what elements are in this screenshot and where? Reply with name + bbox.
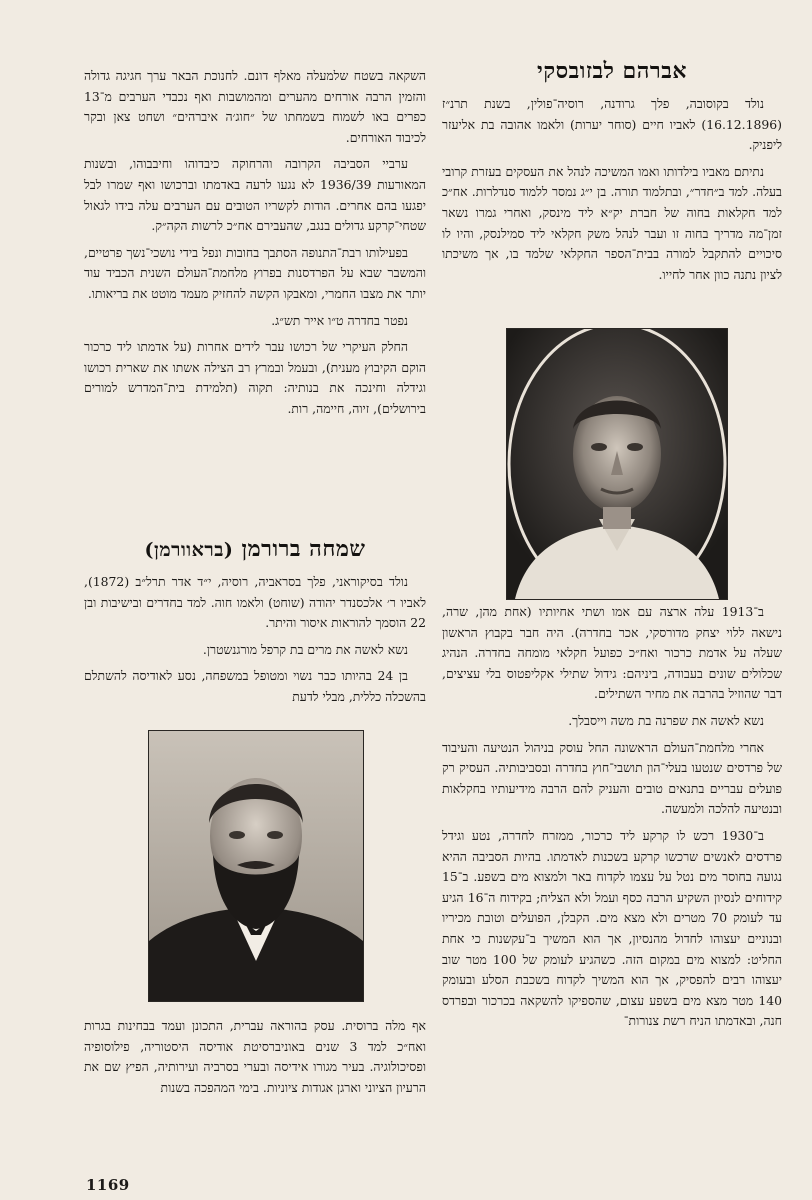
paragraph: ב־1930 רכש לו קרקע ליד כרכור, ממזרח לחדרה, נטע וגידל פרדסים לאנשים שרכשו קרקע בשכנות לאדמתו. בהיות הסביבה ההיא נגועה בחוסר מים נטל על עצמו לקדוח באר ולמצוא מים בשפע. ב־15 קידוחים לנסיון השקיע הרבה כסף ועמל ולא הצליח; בקידוח ה־16 הגיע עד לעומק 70 מטרים ולא מצא מים. הקבלן, הפועלים וטובת מכיריו ובנוניים יעצוהו לחדול מהנסיון, אך הוא המשיך ב־עקשנות כי אחת החליט: למצוא מים במקום הזה. כשהגיע לעומק של 100 מטר שוב יעצוהו רבים להפסיק, אך הוא המשיך לקדוח בשכבת הסלע ובעומק 140 מטר מצא מים בשפע עצום, שהספיקו להשקאה בכרכור ובפרדס חנה, ובאדמתו הניח רשת צנורות־ [442, 827, 782, 1029]
paragraph: נתיתם מאביו בילדותו ואמו המשיכה לנהל את העסקים בעזרת קרובי בעלה. למד ב״חדר״, ובתלמוד תורה. בן י״ג נמסר ללמוד סנדלרות. אח״כ למד חקלאות בחוה של חברת יק״א ליד מינסק, ואחרי גמרו נשאר זמן־מה מדריך בחוה זו ועבר לנהל משק חקלאי ליד סמילנסק, והיו לו סיכויים להתקבל למורה בבית־הספר החקלאי שלמד בו, אך משיכתו לציון נתנה כוון אחר לחייו. [442, 163, 782, 282]
paragraph: ערביי הסביבה הקרובה והרחוקה כיבדוהו וחיבבוהו, ובשנות המאורעות 1936/39 לא נגעו לרעה באדמתו וברכושו ואף שמרו לבל יפגעו בהם אחרים. הודות לקשריו הטובים עם הערבים עלה בידו לגאול שטחי־קרקע גדולים בנגב, שהעבירם אח״כ לרשות הקה״ק. [84, 156, 426, 234]
paragraph: נולד בסיקוראני, פלך בסראביה, רוסיה, י״ד אדר תרל״ב (1872), לאביו ר׳ אלכסנדר יהודה (שוחט) ולאמו חוה. למד בחדרים ובישיבות ובן 22 הוסמך להוראות איסור והיתר. [84, 574, 426, 631]
paragraph: בן 24 בהיותו כבר נשוי ומטופל במשפחה, נסע לאודיסה להשתלם בהשכלה כללית, מבלי לדעת [84, 668, 426, 704]
portrait-photo-brurman [148, 730, 364, 1002]
article-text-levzovsky-bottom [442, 602, 782, 1038]
article-title-brurman [84, 536, 426, 562]
article-text-brurman-top [84, 572, 426, 714]
portrait-man-icon [507, 329, 727, 599]
portrait-photo-levzovsky [506, 328, 728, 600]
paragraph: ב־1913 עלה ארצה עם אמו ושתי אחיותיו (אחת מהן, שרה, נישאה ללוי יצחק מדורסקי, אכר בחדרה). היה חבר בקבוץ הראשון שעלה על אדמת כרכור ואח״כ כפועל חקלאי מומחה בחדרה. הנהיג שכלולים שונים בעבודה, ביניהם: גידול שתילי אקליפטוס בלי עציצים, דבר שהוזיל בהרבה את מחיר השתילים. [442, 604, 782, 702]
article-text-brurman-continued [84, 1016, 426, 1104]
title-alt: (בראוורמן) [144, 539, 234, 561]
paragraph: אף מלה ברוסית. עסק בהוראה עברית, התכונן ועמד בבחינות בגרות ואח״כ למד 3 שנים באוניברסיטת אודיסה היסטוריה, פילוסופיה ופסיכולוגיה. בעיר מגורו אידיסה ובערי בסרביה ועירותיה, הפיץ שם את הרעיון הציוני וארגן אגודות ציוניות. בימי המהפכה בשנות [84, 1018, 426, 1095]
article-text-levzovsky-top [442, 94, 782, 291]
paragraph: נולד בקוסובה, פלך גרודנה, רוסיה־פולין, בשנת תרנ״ז (16.12.1896) לאביו חיים (סוחר יערות) ולאמו אהובה בת אליעזר ליפניק. [442, 96, 782, 153]
page-number: 1169 [86, 1176, 130, 1194]
paragraph: נפטר בחדרה ט״ו אייר תש״ג. [271, 312, 408, 328]
paragraph: החלק העיקרי של רכושו עבר לידים אחרות (על אדמתו ליד כרכור הוקם הקיבוץ מענית), ובעמל ובמרץ רב הצילה אשתו את שארית רכושו וגידלה וחינכה את בנותיה: תקוה (תלמידת בית־המדרש למורים בירושלים), זיוה, חיימה, רות. [84, 339, 426, 416]
paragraph: נשא לאשה את שפרנה בת משה וייסבלך. [568, 712, 764, 728]
article-title-levzovsky: אברהם לבזובסקי [537, 58, 687, 84]
title-main: שמחה ברורמן [241, 536, 366, 562]
paragraph: אחרי מלחמת־העולם הראשונה החל עוסק בניהול הנטיעה והעיבוד של פרדסים שנטעו בעלי־הון תושבי־חוץ בחדרה ובסביבותיה. העסיק רק פועלים עבריים בתנאים טובים והעניק להם הרבה מידיעותיו בחקלאות ובנטיעה להלכה ולמעשה. [442, 739, 782, 817]
portrait-bearded-man-icon [149, 731, 363, 1001]
paragraph: נשא לאשה את מרים בת קרפל מורגנשטרן. [202, 641, 408, 657]
paragraph: השקאה בשטח שלמעלה מאלף דונם. לחנוכת הבאר ערך חגיגה גדולה והזמין הרבה אורחים מהערים ומהמושבות ואף נכבדי הערבים מ־13 כפרים באו לשמוח בשמחתו של ״חוג׳ה איברהים״ ושחט צאן ובקר לכיבוד האורחים. [84, 68, 426, 145]
article-text-levzovsky-continued [84, 66, 426, 426]
paragraph: בפעילותו רבת־התנופה הסתבך בחובות ונפל בידי נושכי־נשך פרטיים, והמשבר שבא על הפרדסנות בפרוץ מלחמת־העולם השנית הכביד עוד יותר את מצבו החמרי, ומאבקו הקשה להחזיק מעמד מוטט את בריאותו. [84, 244, 426, 301]
